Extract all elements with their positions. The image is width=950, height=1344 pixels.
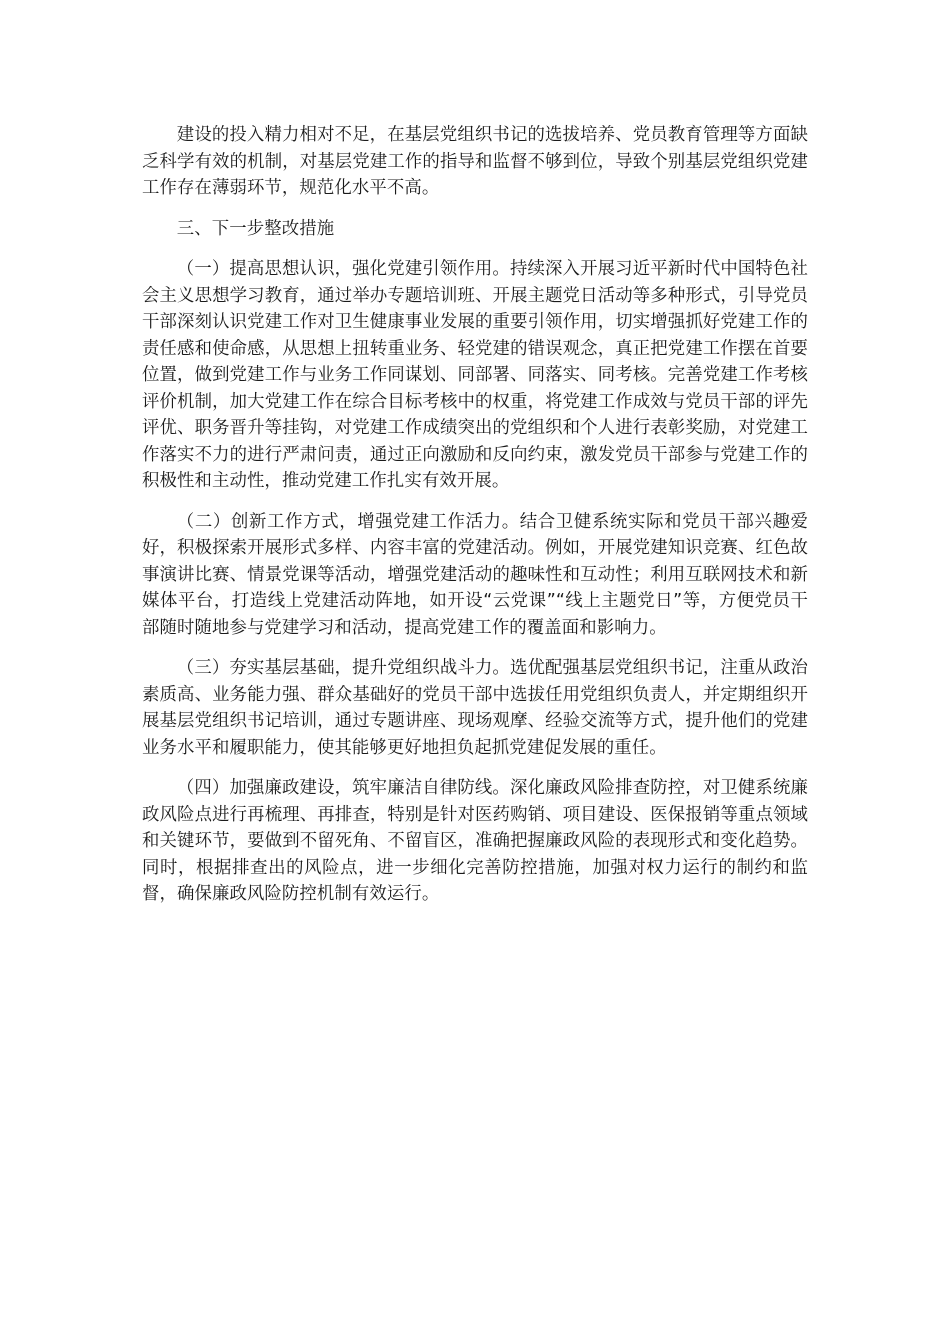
paragraph-measure-1: （一）提高思想认识，强化党建引领作用。持续深入开展习近平新时代中国特色社会主义思想学习教育，通过举办专题培训班、开展主题党日活动等多种形式，引导党员干部深刻认识党建工作对卫生健康事业发展的重要引领作用，切实增强抓好党建工作的责任感和使命感，从思想上扭转重业务、轻党建的错误观念，真正把党建工作摆在首要位置，做到党建工作与业务工作同谋划、同部署、同落实、同考核。完善党建工作考核评价机制，加大党建工作在综合目标考核中的权重，将党建工作成效与党员干部的评先评优、职务晋升等挂钩，对党建工作成绩突出的党组织和个人进行表彰奖励，对党建工作落实不力的进行严肃问责，通过正向激励和反向约束，激发党员干部参与党建工作的积极性和主动性，推动党建工作扎实有效开展。 bbox=[142, 259, 808, 491]
paragraph-measure-4: （四）加强廉政建设，筑牢廉洁自律防线。深化廉政风险排查防控，对卫健系统廉政风险点进行再梳理、再排查，特别是针对医药购销、项目建设、医保报销等重点领域和关键环节，要做到不留死角、不留盲区，准确把握廉政风险的表现形式和变化趋势。同时，根据排查出的风险点，进一步细化完善防控措施，加强对权力运行的制约和监督，确保廉政风险防控机制有效运行。 bbox=[142, 778, 808, 904]
paragraph-continuation: 建设的投入精力相对不足，在基层党组织书记的选拔培养、党员教育管理等方面缺乏科学有效的机制，对基层党建工作的指导和监督不够到位，导致个别基层党组织党建工作存在薄弱环节，规范化水平不高。 bbox=[142, 125, 808, 198]
paragraph-measure-3: （三）夯实基层基础，提升党组织战斗力。选优配强基层党组织书记，注重从政治素质高、业务能力强、群众基础好的党员干部中选拔任用党组织负责人，并定期组织开展基层党组织书记培训，通过专题讲座、现场观摩、经验交流等方式，提升他们的党建业务水平和履职能力，使其能够更好地担负起抓党建促发展的重任。 bbox=[142, 658, 808, 758]
section-heading: 三、下一步整改措施 bbox=[176, 218, 335, 239]
document-body bbox=[142, 122, 808, 922]
paragraph-measure-2: （二）创新工作方式，增强党建工作活力。结合卫健系统实际和党员干部兴趣爱好，积极探索开展形式多样、内容丰富的党建活动。例如，开展党建知识竞赛、红色故事演讲比赛、情景党课等活动，增强党建活动的趣味性和互动性；利用互联网技术和新媒体平台，打造线上党建活动阵地，如开设“云党课”“线上主题党日”等，方便党员干部随时随地参与党建学习和活动，提高党建工作的覆盖面和影响力。 bbox=[142, 511, 808, 638]
